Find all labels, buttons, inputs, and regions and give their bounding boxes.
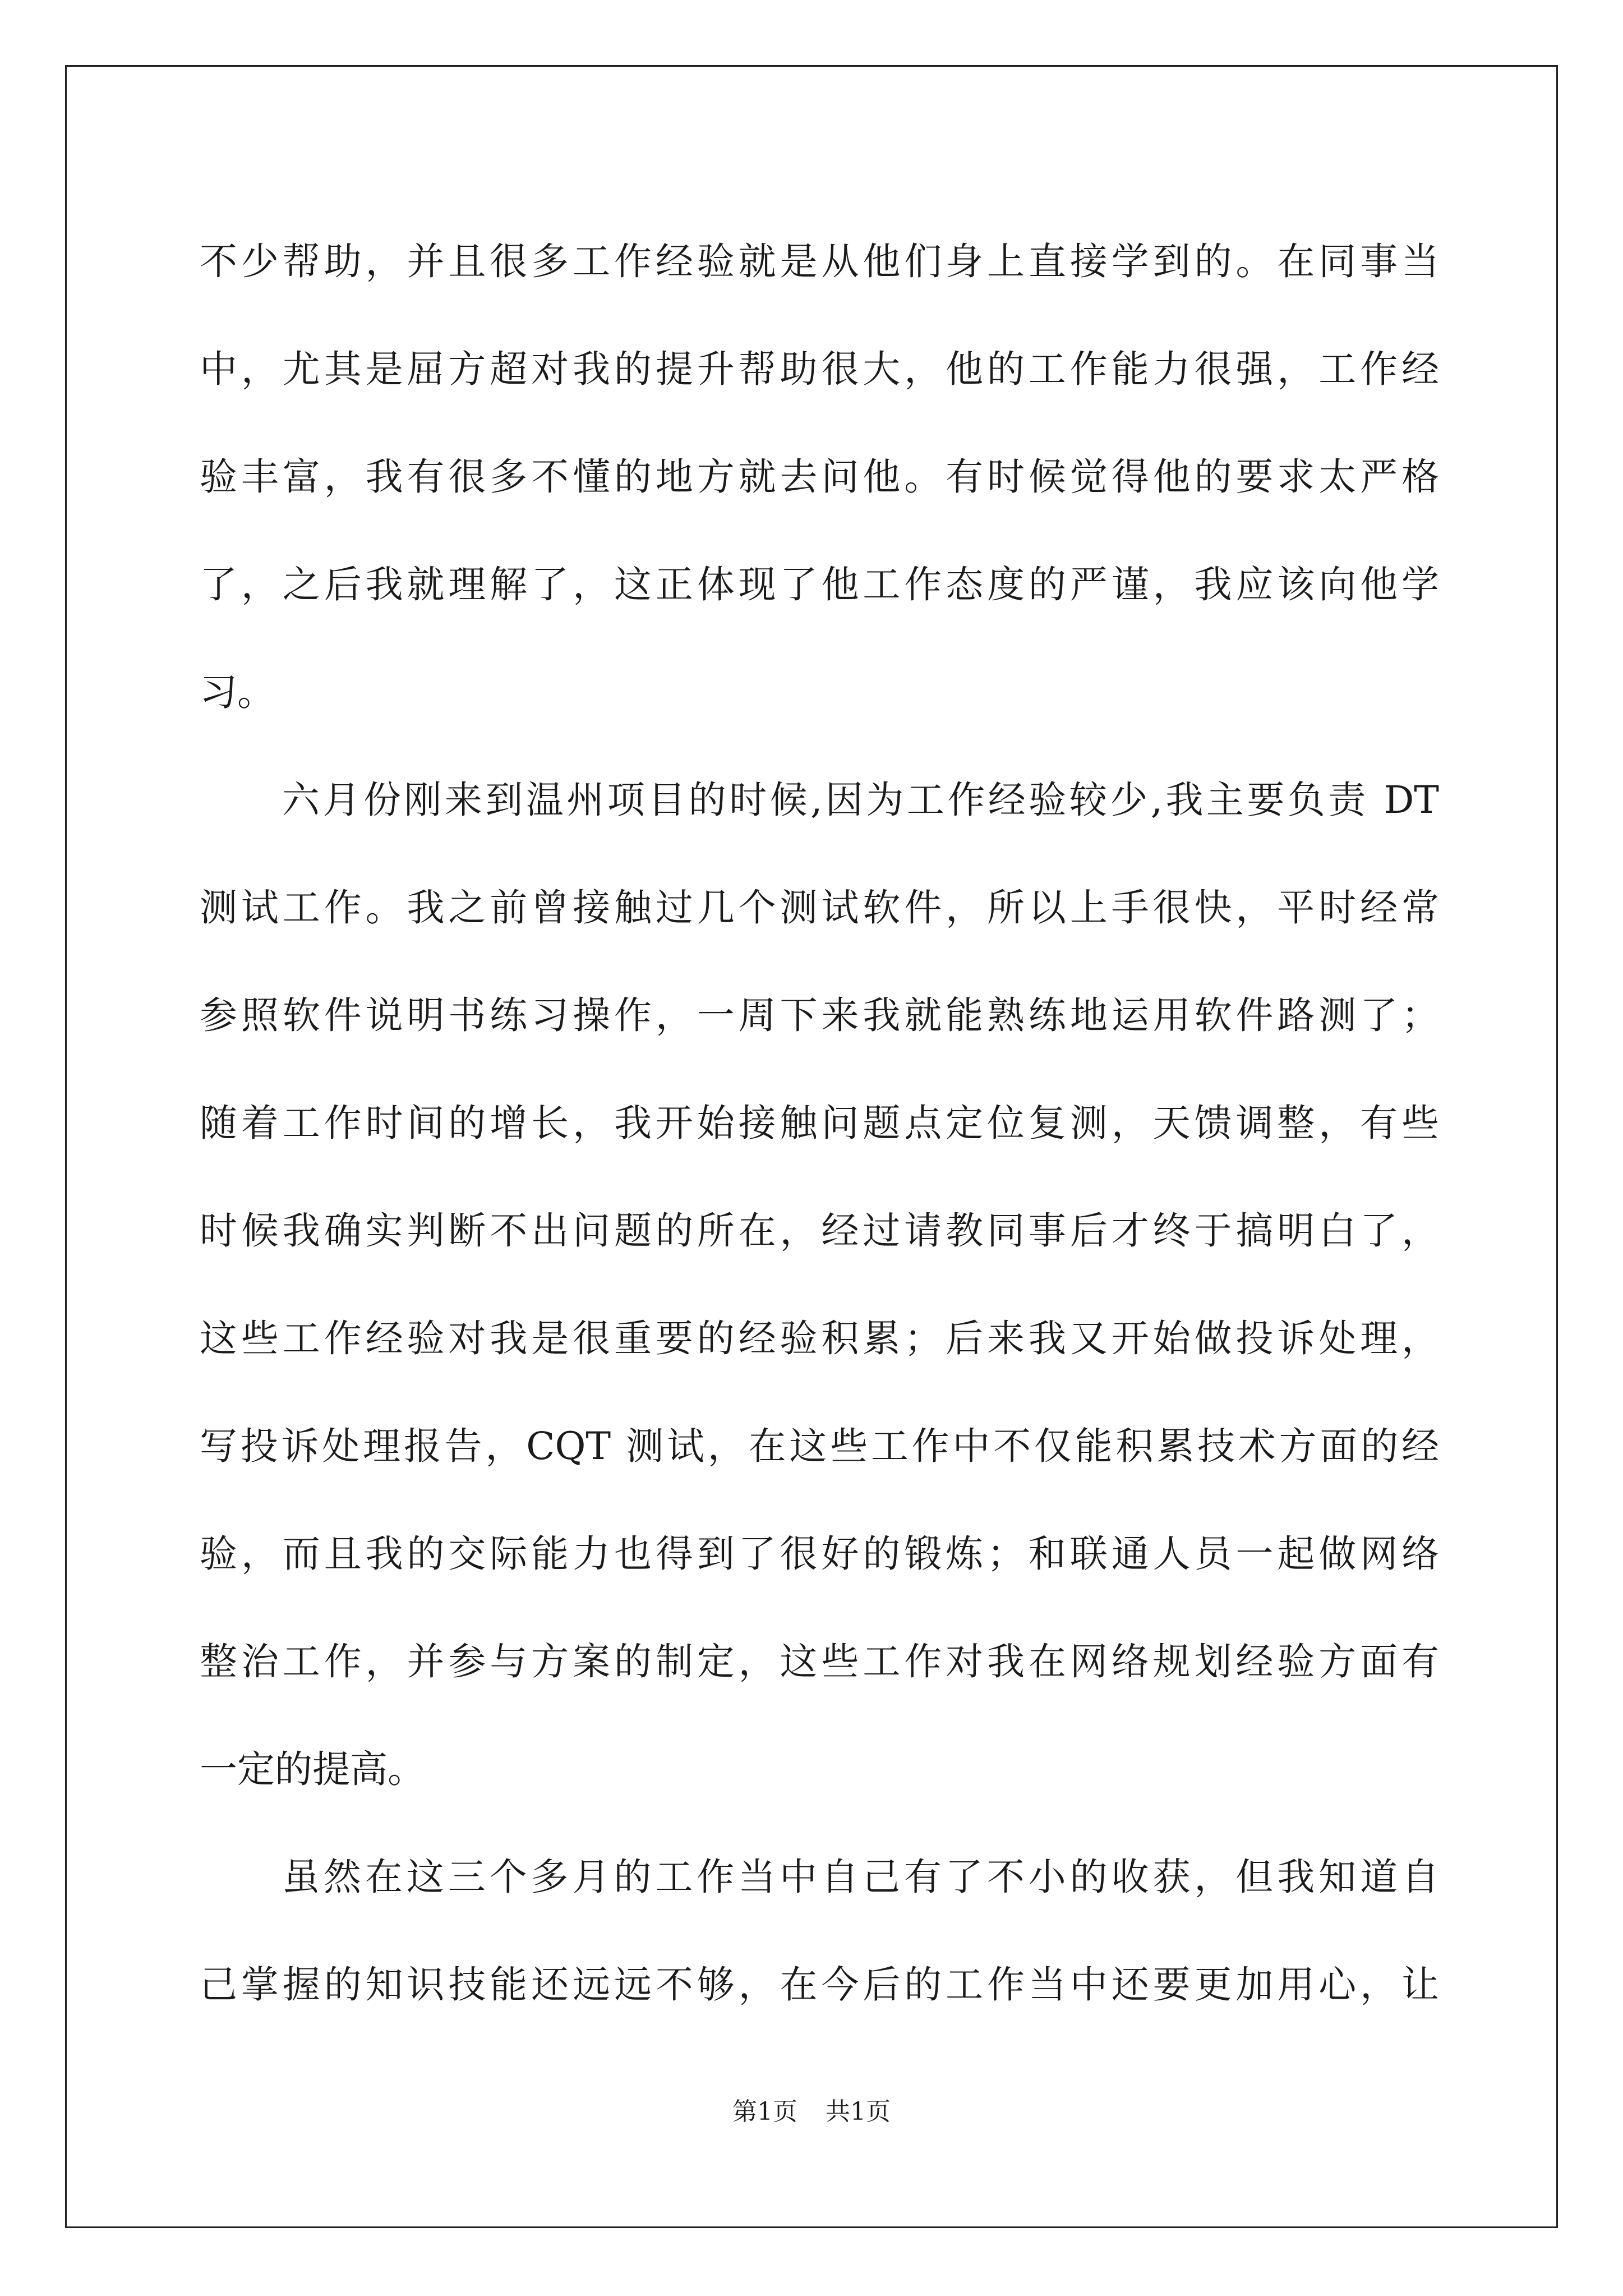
page-footer — [0, 2091, 1623, 2127]
text-line: 测试工作。我之前曾接触过几个测试软件，所以上手很快，平时经常 — [200, 886, 1439, 930]
text-line: 虽然在这三个多月的工作当中自己有了不小的收获，但我知道自 — [282, 1855, 1439, 1899]
text-line: 整治工作，并参与方案的制定，这些工作对我在网络规划经验方面有 — [200, 1640, 1439, 1683]
text-line: 己掌握的知识技能还远远不够，在今后的工作当中还要更加用心，让 — [200, 1963, 1439, 2007]
document-body — [200, 208, 1439, 2039]
page-number: 第1页 — [732, 2097, 797, 2126]
page-total: 共1页 — [826, 2097, 891, 2126]
text-line: 验丰富，我有很多不懂的地方就去问他。有时候觉得他的要求太严格 — [200, 455, 1439, 499]
text-line: 这些工作经验对我是很重要的经验积累；后来我又开始做投诉处理， — [200, 1317, 1439, 1360]
text-line: 验，而且我的交际能力也得到了很好的锻炼；和联通人员一起做网络 — [200, 1532, 1439, 1576]
text-line: 一定的提高。 — [200, 1747, 425, 1791]
text-line: 不少帮助，并且很多工作经验就是从他们身上直接学到的。在同事当 — [200, 240, 1439, 283]
text-line: 了，之后我就理解了，这正体现了他工作态度的严谨，我应该向他学 — [200, 563, 1439, 606]
text-line: 习。 — [200, 670, 275, 714]
text-line: 六月份刚来到温州项目的时候,因为工作经验较少,我主要负责 DT — [282, 778, 1439, 822]
text-line: 中，尤其是屈方超对我的提升帮助很大，他的工作能力很强，工作经 — [200, 347, 1439, 391]
text-line: 随着工作时间的增长，我开始接触问题点定位复测，天馈调整，有些 — [200, 1101, 1439, 1145]
text-line: 时候我确实判断不出问题的所在，经过请教同事后才终于搞明白了， — [200, 1209, 1439, 1253]
text-line: 参照软件说明书练习操作，一周下来我就能熟练地运用软件路测了； — [200, 993, 1439, 1037]
text-line: 写投诉处理报告，CQT 测试，在这些工作中不仅能积累技术方面的经 — [200, 1424, 1439, 1468]
